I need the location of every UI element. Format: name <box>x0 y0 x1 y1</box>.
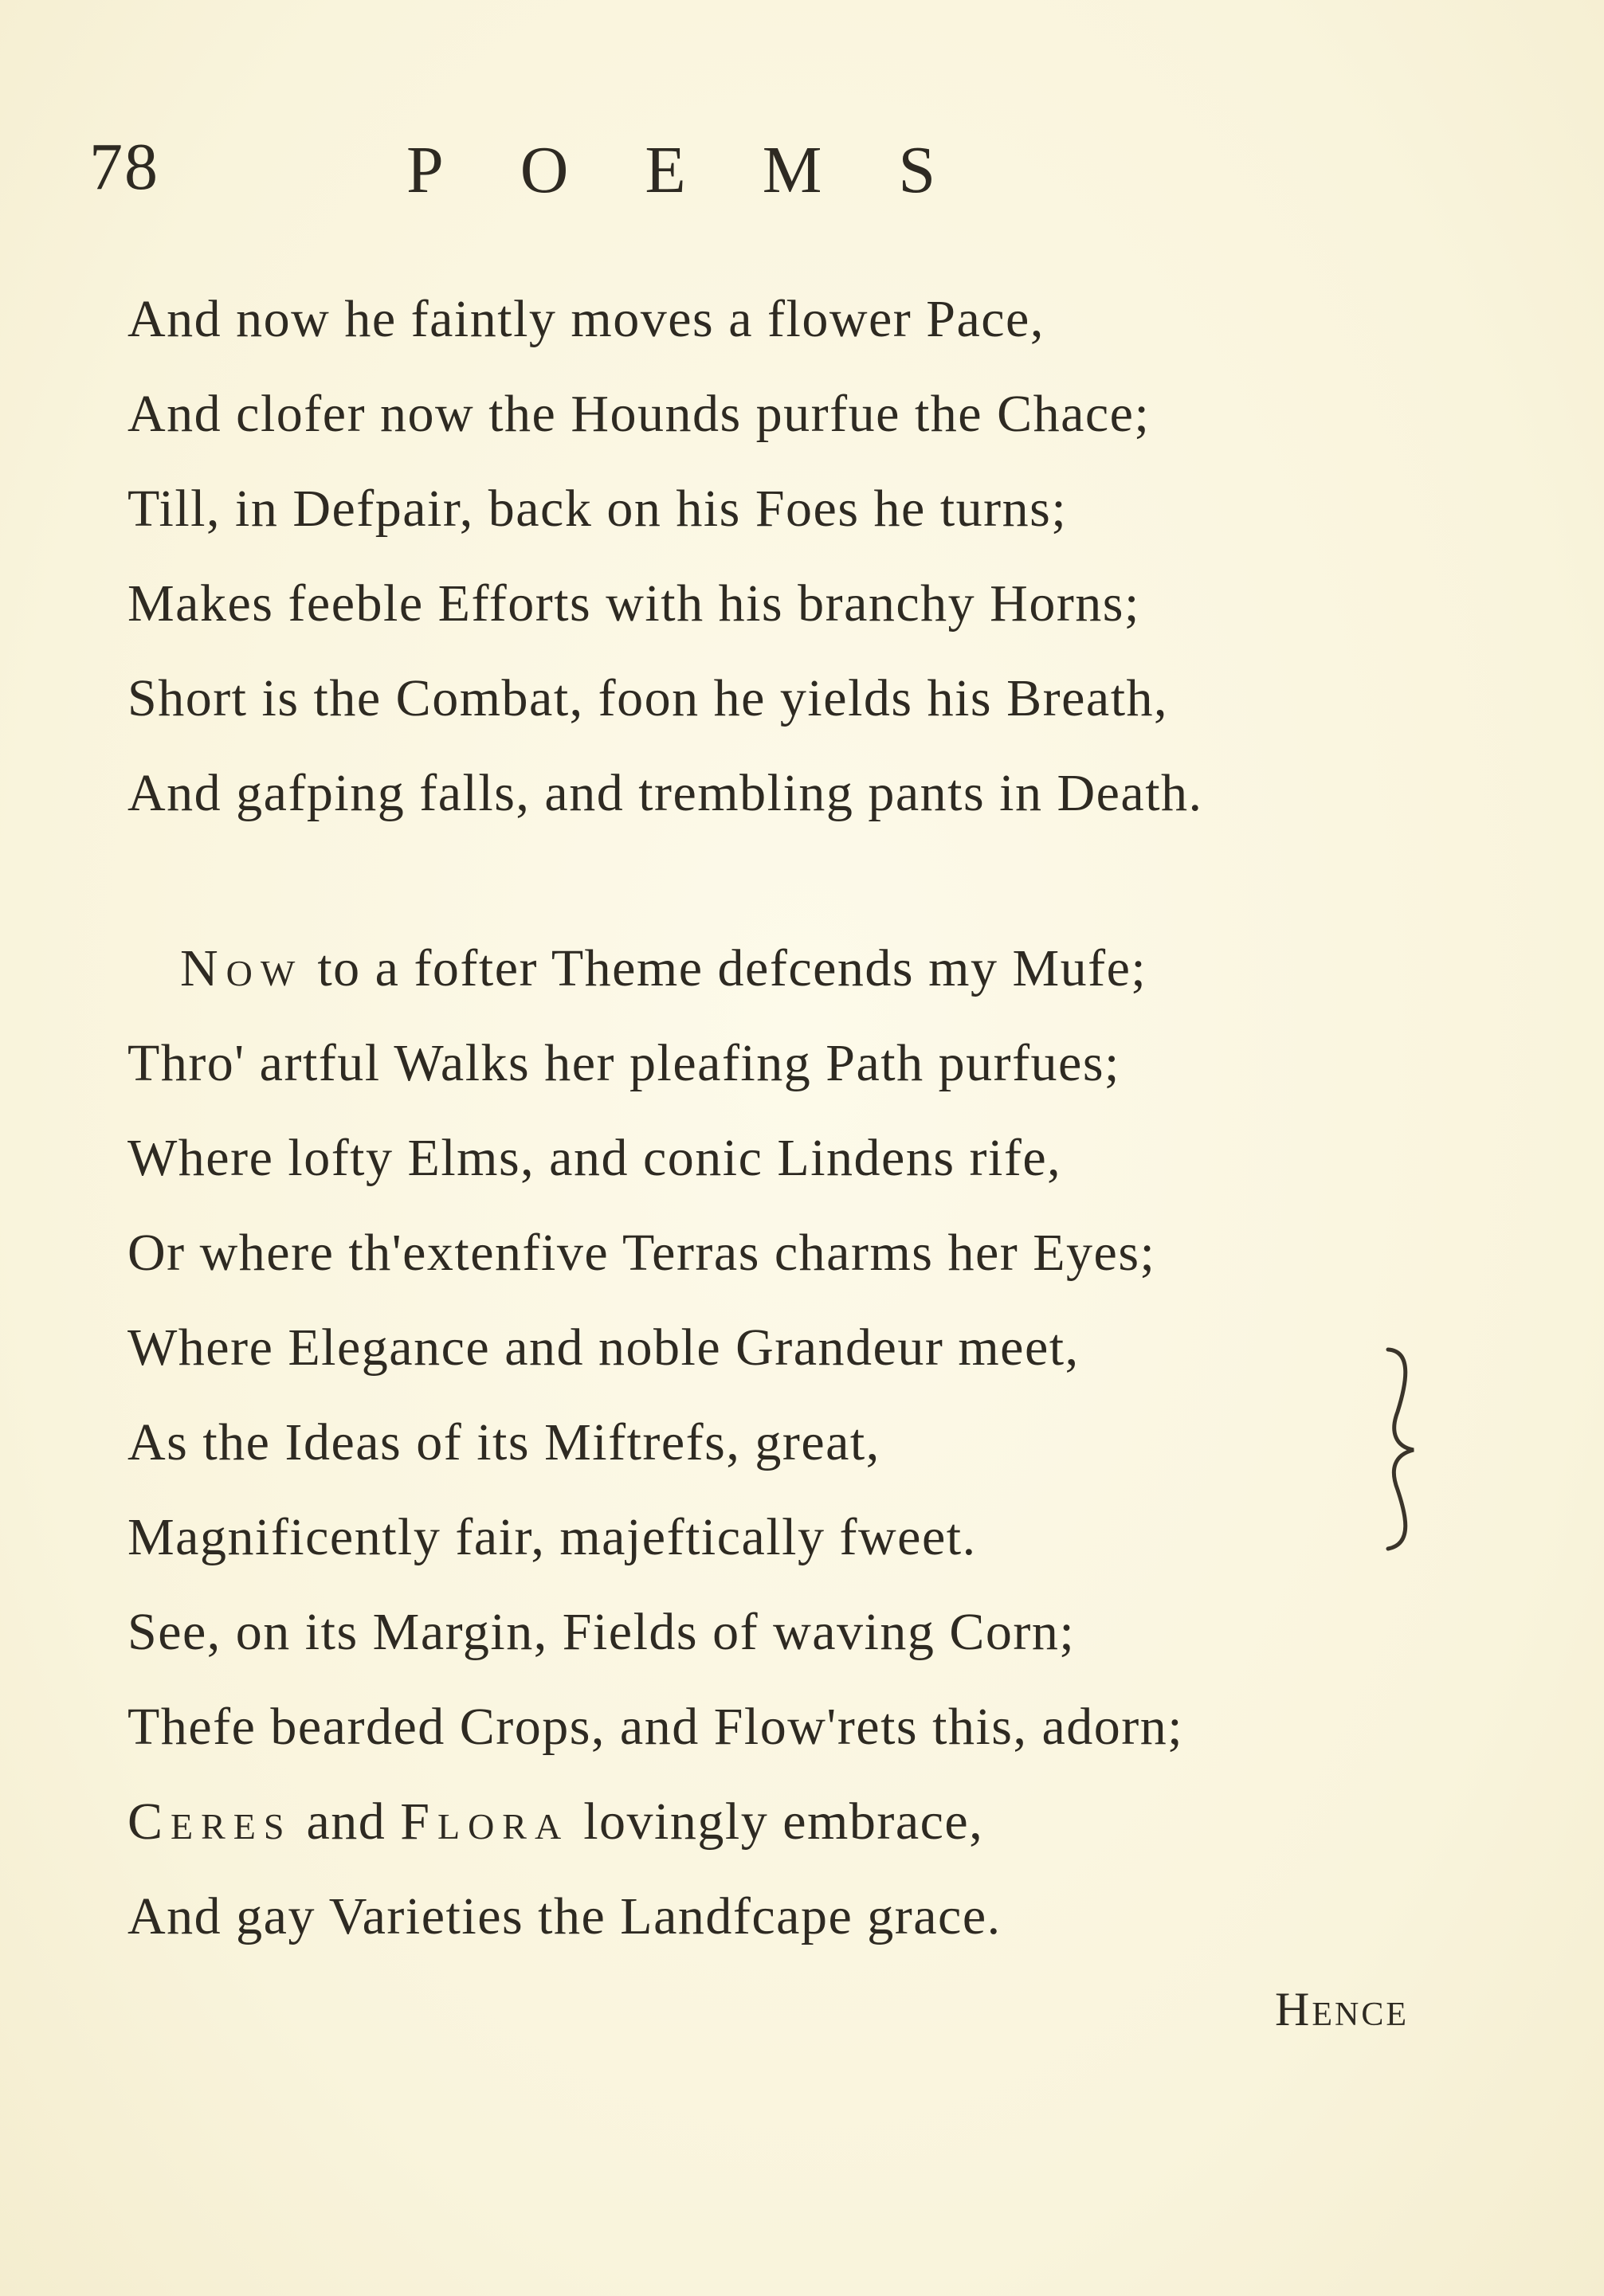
triplet-brace-icon <box>1364 1345 1436 1554</box>
verse-text: lovingly embrace, <box>569 1793 984 1851</box>
verse-text: to a fofter Theme defcends my Mufe; <box>303 939 1147 997</box>
verse-line: As the Ideas of its Miftrefs, great, <box>127 1413 880 1471</box>
verse-line: Till, in Defpair, back on his Foes he turns; <box>127 480 1068 538</box>
name-flora: Flora <box>400 1793 570 1851</box>
verse-line-first <box>180 939 1147 997</box>
verse-line: Where lofty Elms, and conic Lindens rife, <box>127 1129 1062 1187</box>
verse-line: Magnificently fair, majeftically fweet. <box>127 1508 977 1566</box>
catchword: Hence <box>1275 1983 1409 2035</box>
verse-line: Where Elegance and noble Grandeur meet, <box>127 1318 1080 1377</box>
verse-line: And gay Varieties the Landfcape grace. <box>127 1887 1002 1945</box>
verse-line: And clofer now the Hounds purfue the Chace; <box>127 385 1151 443</box>
small-caps-lead: Now <box>180 939 304 997</box>
verse-line: Makes feeble Efforts with his branchy Horns; <box>127 574 1140 633</box>
verse-line: Or where th'extenfive Terras charms her Eyes; <box>127 1224 1156 1282</box>
name-ceres: Ceres <box>127 1793 292 1851</box>
running-head-title: POEMS <box>406 133 1013 207</box>
verse-line: Thro' artful Walks her pleafing Path purfues; <box>127 1034 1120 1092</box>
verse-line: And gafping falls, and trembling pants in Death. <box>127 764 1203 822</box>
verse-line: And now he faintly moves a flower Pace, <box>127 290 1045 348</box>
verse-line: Thefe bearded Crops, and Flow'rets this, adorn; <box>127 1698 1184 1756</box>
verse-text: and <box>292 1793 401 1851</box>
page-number: 78 <box>89 130 159 204</box>
verse-line: See, on its Margin, Fields of waving Corn; <box>127 1603 1076 1661</box>
verse-line: Short is the Combat, foon he yields his Breath, <box>127 669 1169 727</box>
verse-line-names <box>127 1793 984 1851</box>
